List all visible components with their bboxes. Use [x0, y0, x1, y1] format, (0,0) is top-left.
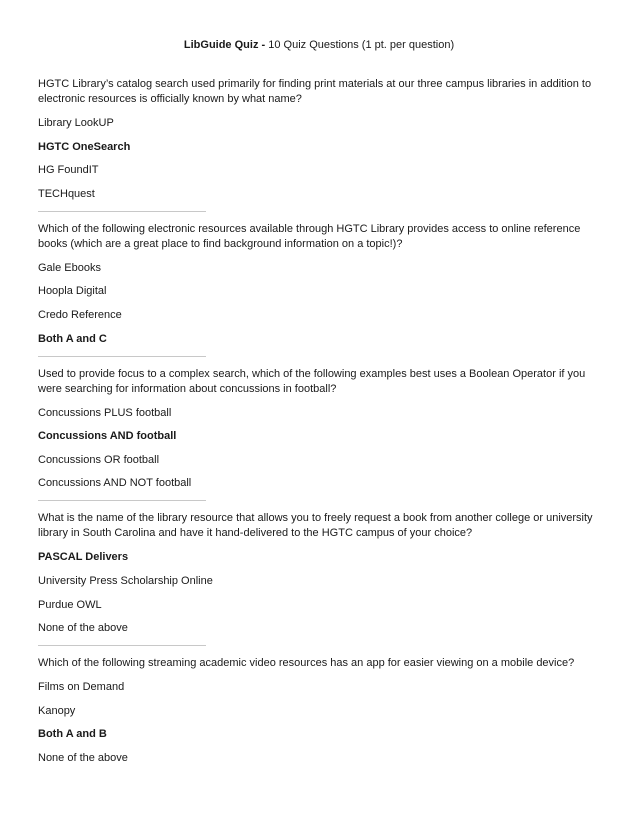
question-block-3: [38, 367, 594, 491]
option-5c-correct: Both A and B: [38, 728, 107, 741]
question-divider: [38, 211, 206, 212]
question-block-5: [38, 656, 594, 765]
question-text-4: What is the name of the library resource that allows you to freely request a book from another college or university library in South Carolina and have it hand-delivered to the HGTC campus of your choice?: [38, 512, 593, 540]
option-3a: Concussions PLUS football: [38, 406, 172, 419]
option-1b-correct: HGTC OneSearch: [38, 140, 131, 153]
option-5b: Kanopy: [38, 704, 76, 717]
title-bold: LibGuide Quiz -: [183, 39, 266, 51]
option-3b-correct: Concussions AND football: [38, 430, 177, 443]
question-text-3: Used to provide focus to a complex search, which of the following examples best uses a Boolean Operator if you were searching for information about concussions in football?: [38, 367, 586, 395]
question-block-2: [38, 222, 594, 346]
option-2a: Gale Ebooks: [38, 261, 101, 274]
question-divider: [38, 645, 206, 646]
quiz-content: [38, 77, 594, 775]
option-4b: University Press Scholarship Online: [38, 574, 213, 587]
option-5d: None of the above: [38, 751, 128, 764]
option-2c: Credo Reference: [38, 308, 122, 321]
question-block-1: [38, 77, 594, 201]
question-block-4: [38, 511, 594, 635]
question-text-2: Which of the following electronic resources available through HGTC Library provides access to online reference books (which are a great place to find background information on a topic!)?: [38, 222, 581, 250]
option-2d-correct: Both A and C: [38, 332, 107, 345]
option-4c: Purdue OWL: [38, 598, 102, 611]
option-5a: Films on Demand: [38, 681, 125, 694]
option-4a-correct: PASCAL Delivers: [38, 551, 129, 564]
option-1a: Library LookUP: [38, 117, 114, 129]
question-divider: [38, 500, 206, 501]
option-1c: HG FoundIT: [38, 164, 99, 177]
option-3c: Concussions OR football: [38, 453, 160, 466]
option-3d: Concussions AND NOT football: [38, 477, 192, 490]
question-divider: [38, 356, 206, 357]
page-title: [0, 38, 638, 52]
title-rest: 10 Quiz Questions (1 pt. per question): [265, 39, 455, 51]
question-text-1: HGTC Library’s catalog search used primarily for finding print materials at our three campus libraries in addition to electronic resources is officially known by what name?: [38, 78, 592, 105]
question-text-5: Which of the following streaming academic video resources has an app for easier viewing on a mobile device?: [38, 657, 575, 670]
option-4d: None of the above: [38, 622, 128, 635]
option-2b: Hoopla Digital: [38, 285, 107, 298]
option-1d: TECHquest: [38, 187, 95, 200]
